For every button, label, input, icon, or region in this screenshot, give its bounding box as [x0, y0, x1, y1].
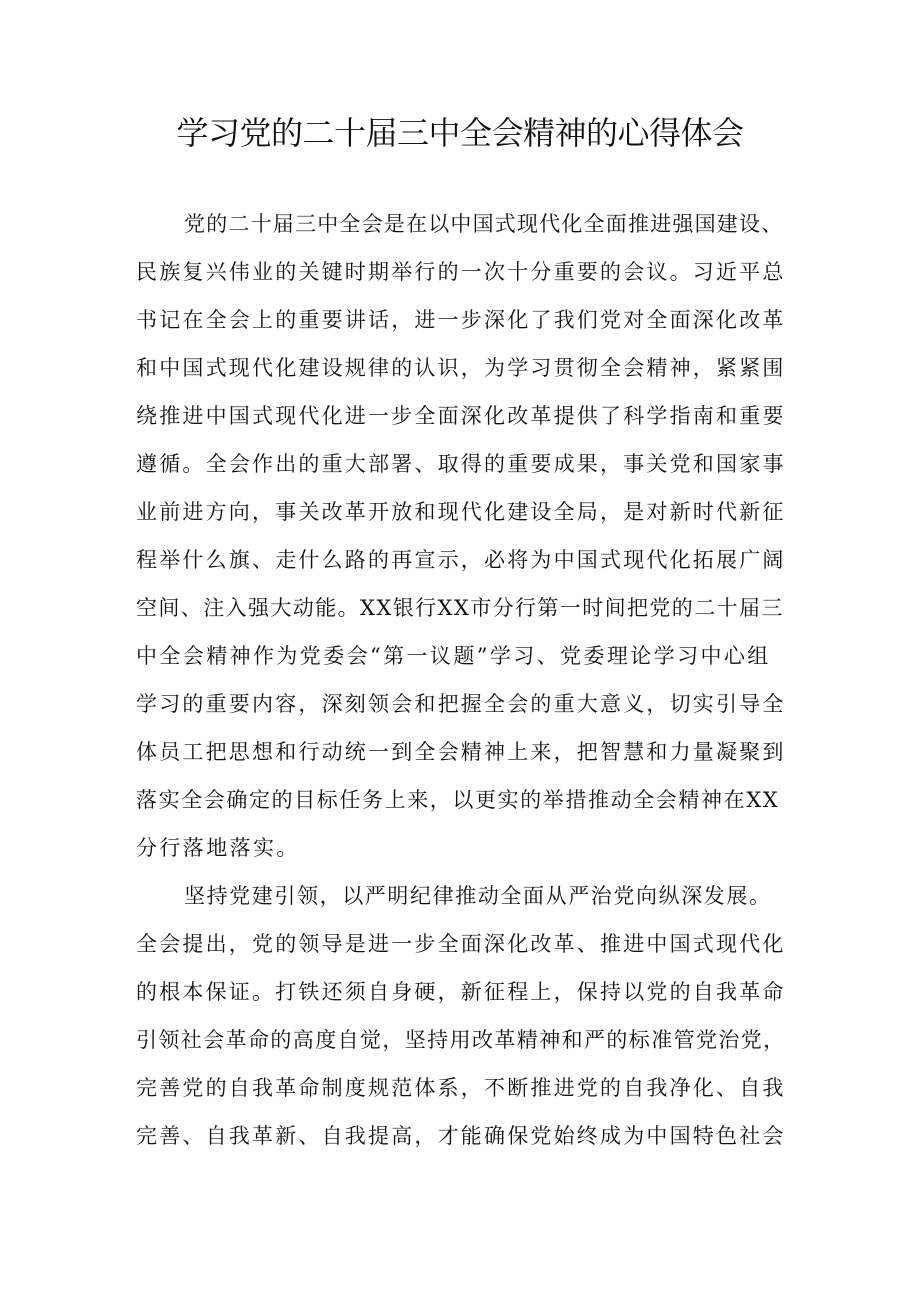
- paragraph-line: 学习的重要内容，深刻领会和把握全会的重大意义，切实引导全: [136, 692, 786, 716]
- paragraph-line: 中全会精神作为党委会“第一议题”学习、党委理论学习中心组: [136, 644, 771, 668]
- paragraph-line: 完善、自我革新、自我提高，才能确保党始终成为中国特色社会: [136, 1124, 786, 1148]
- document-title: 学习党的二十届三中全会精神的心得体会: [176, 114, 744, 152]
- paragraph-line: 遵循。全会作出的重大部署、取得的重要成果，事关党和国家事: [136, 452, 786, 476]
- paragraph-line: 的根本保证。打铁还须自身硬，新征程上，保持以党的自我革命: [136, 980, 786, 1004]
- paragraph-line: 体员工把思想和行动统一到全会精神上来，把智慧和力量凝聚到: [136, 740, 786, 764]
- paragraph-line: 绕推进中国式现代化进一步全面深化改革提供了科学指南和重要: [136, 404, 786, 428]
- paragraph-line: 和中国式现代化建设规律的认识，为学习贯彻全会精神，紧紧围: [136, 356, 786, 380]
- paragraph-line: 民族复兴伟业的关键时期举行的一次十分重要的会议。习近平总: [136, 260, 786, 284]
- paragraph-2: [136, 872, 786, 1160]
- paragraph-line: 完善党的自我革命制度规范体系，不断推进党的自我净化、自我: [136, 1076, 786, 1100]
- paragraph-line: 引领社会革命的高度自觉，坚持用改革精神和严的标准管党治党，: [136, 1028, 786, 1052]
- paragraph-1: [136, 200, 786, 872]
- paragraph-line: 全会提出，党的领导是进一步全面深化改革、推进中国式现代化: [136, 932, 786, 956]
- paragraph-line: 书记在全会上的重要讲话，进一步深化了我们党对全面深化改革: [136, 308, 786, 332]
- paragraph-line: 空间、注入强大动能。XX银行XX市分行第一时间把党的二十届三: [136, 596, 784, 620]
- paragraph-line: 落实全会确定的目标任务上来，以更实的举措推动全会精神在XX: [136, 788, 780, 812]
- paragraph-line: 程举什么旗、走什么路的再宣示，必将为中国式现代化拓展广阔: [136, 548, 786, 572]
- paragraph-line: 党的二十届三中全会是在以中国式现代化全面推进强国建设、: [184, 212, 784, 236]
- document-body: [136, 200, 786, 1160]
- paragraph-line: 业前进方向，事关改革开放和现代化建设全局，是对新时代新征: [136, 500, 786, 524]
- paragraph-line: 坚持党建引领，以严明纪律推动全面从严治党向纵深发展。: [184, 884, 772, 908]
- paragraph-line: 分行落地落实。: [136, 836, 300, 860]
